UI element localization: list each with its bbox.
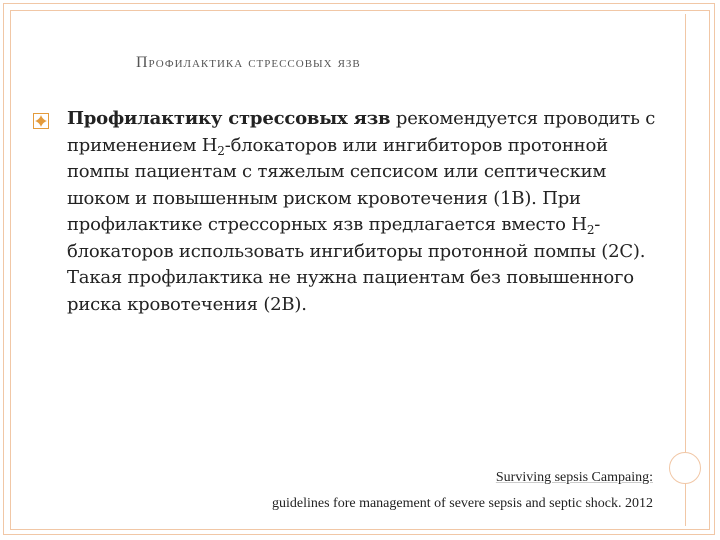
source-citation-line-2: guidelines fore management of severe sepsis and septic shock. 2012 (271, 496, 653, 511)
bullet-icon (33, 113, 49, 133)
subscript-2: 2 (586, 223, 595, 237)
body-text-part-1: рекомендуется проводить с применением Н (67, 108, 656, 156)
source-citation-line-1: Surviving sepsis Campaing: (495, 470, 653, 485)
body-text-part-3: -блокаторов использовать ингибиторы протонной помпы (2C). Такая профилактика не нужна пациентам без повышенного риска кровотечения (2B). (67, 214, 646, 315)
body-text-part-2: -блокаторов или ингибиторов протонной помпы пациентам с тяжелым сепсисом или септическим шоком и повышенным риском кровотечения (1B). При профилактике стрессорных язв предлагается вместо Н (67, 134, 608, 235)
body-bold-lead: Профилактику стрессовых язв (67, 108, 391, 129)
decorative-circle (669, 452, 701, 484)
slide-title: Профилактика стрессовых язв (136, 54, 361, 71)
subscript-2: 2 (217, 143, 225, 158)
decorative-vertical-line (685, 14, 686, 526)
body-paragraph (67, 106, 657, 318)
